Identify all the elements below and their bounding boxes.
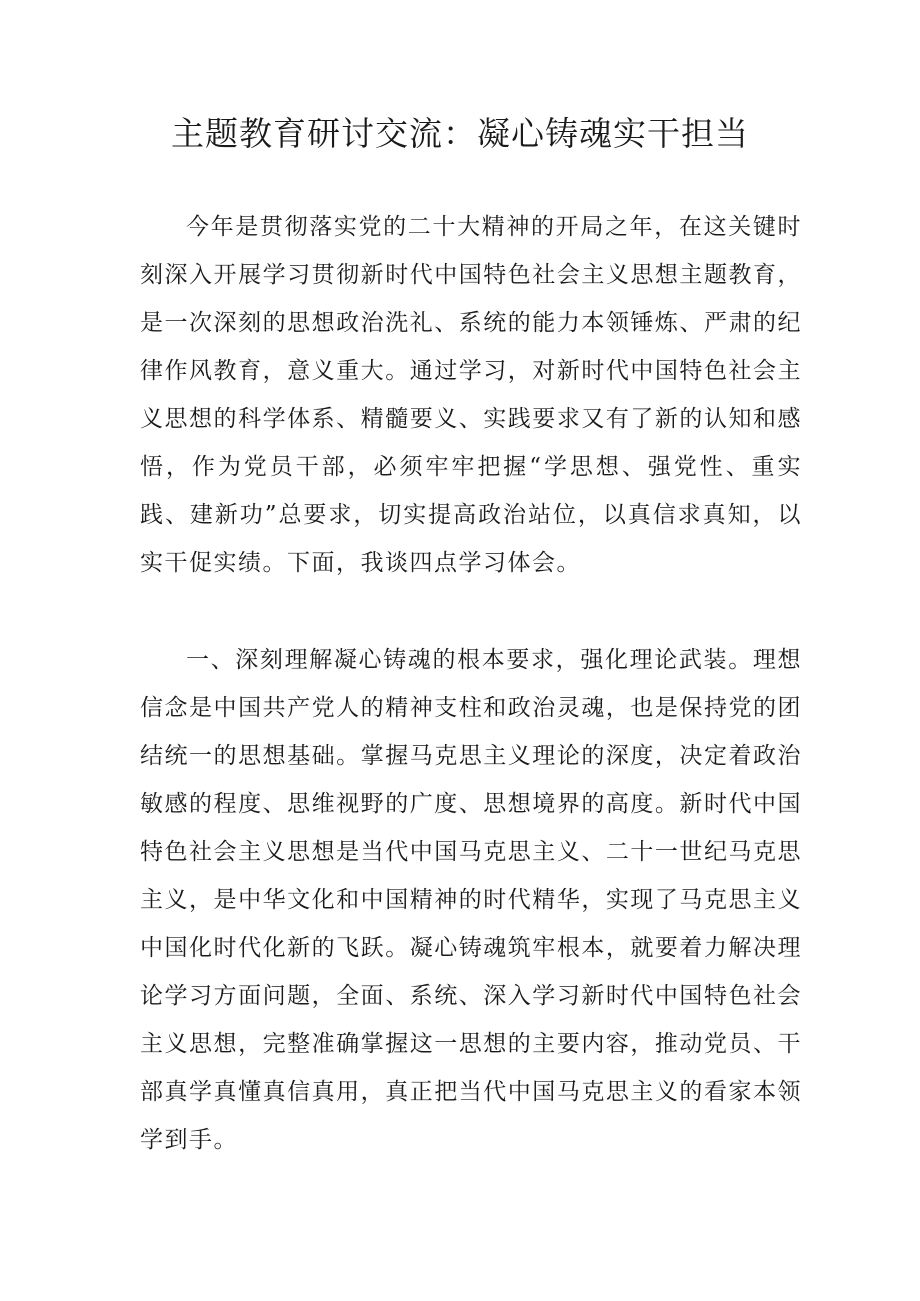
paragraph-intro: 今年是贯彻落实党的二十大精神的开局之年，在这关键时刻深入开展学习贯彻新时代中国特色社会主义思想主题教育，是一次深刻的思想政治洗礼、系统的能力本领锤炼、严肃的纪律作风教育，意义重大。通过学习，对新时代中国特色社会主义思想的科学体系、精髓要义、实践要求又有了新的认知和感悟，作为党员干部，必须牢牢把握“学思想、强党性、重实践、建新功”总要求，切实提高政治站位，以真信求真知，以实干促实绩。下面，我谈四点学习体会。 [140, 214, 802, 576]
paragraph-section-one: 一、深刻理解凝心铸魂的根本要求，强化理论武装。理想信念是中国共产党人的精神支柱和政治灵魂，也是保持党的团结统一的思想基础。掌握马克思主义理论的深度，决定着政治敏感的程度、思维视野的广度、思想境界的高度。新时代中国特色社会主义思想是当代中国马克思主义、二十一世纪马克思主义，是中华文化和中国精神的时代精华，实现了马克思主义中国化时代化新的飞跃。凝心铸魂筑牢根本，就要着力解决理论学习方面问题，全面、系统、深入学习新时代中国特色社会主义思想，完整准确掌握这一思想的主要内容，推动党员、干部真学真懂真信真用，真正把当代中国马克思主义的看家本领学到手。 [140, 647, 802, 1153]
document-title: 主题教育研讨交流：凝心铸魂实干担当 [171, 114, 749, 153]
